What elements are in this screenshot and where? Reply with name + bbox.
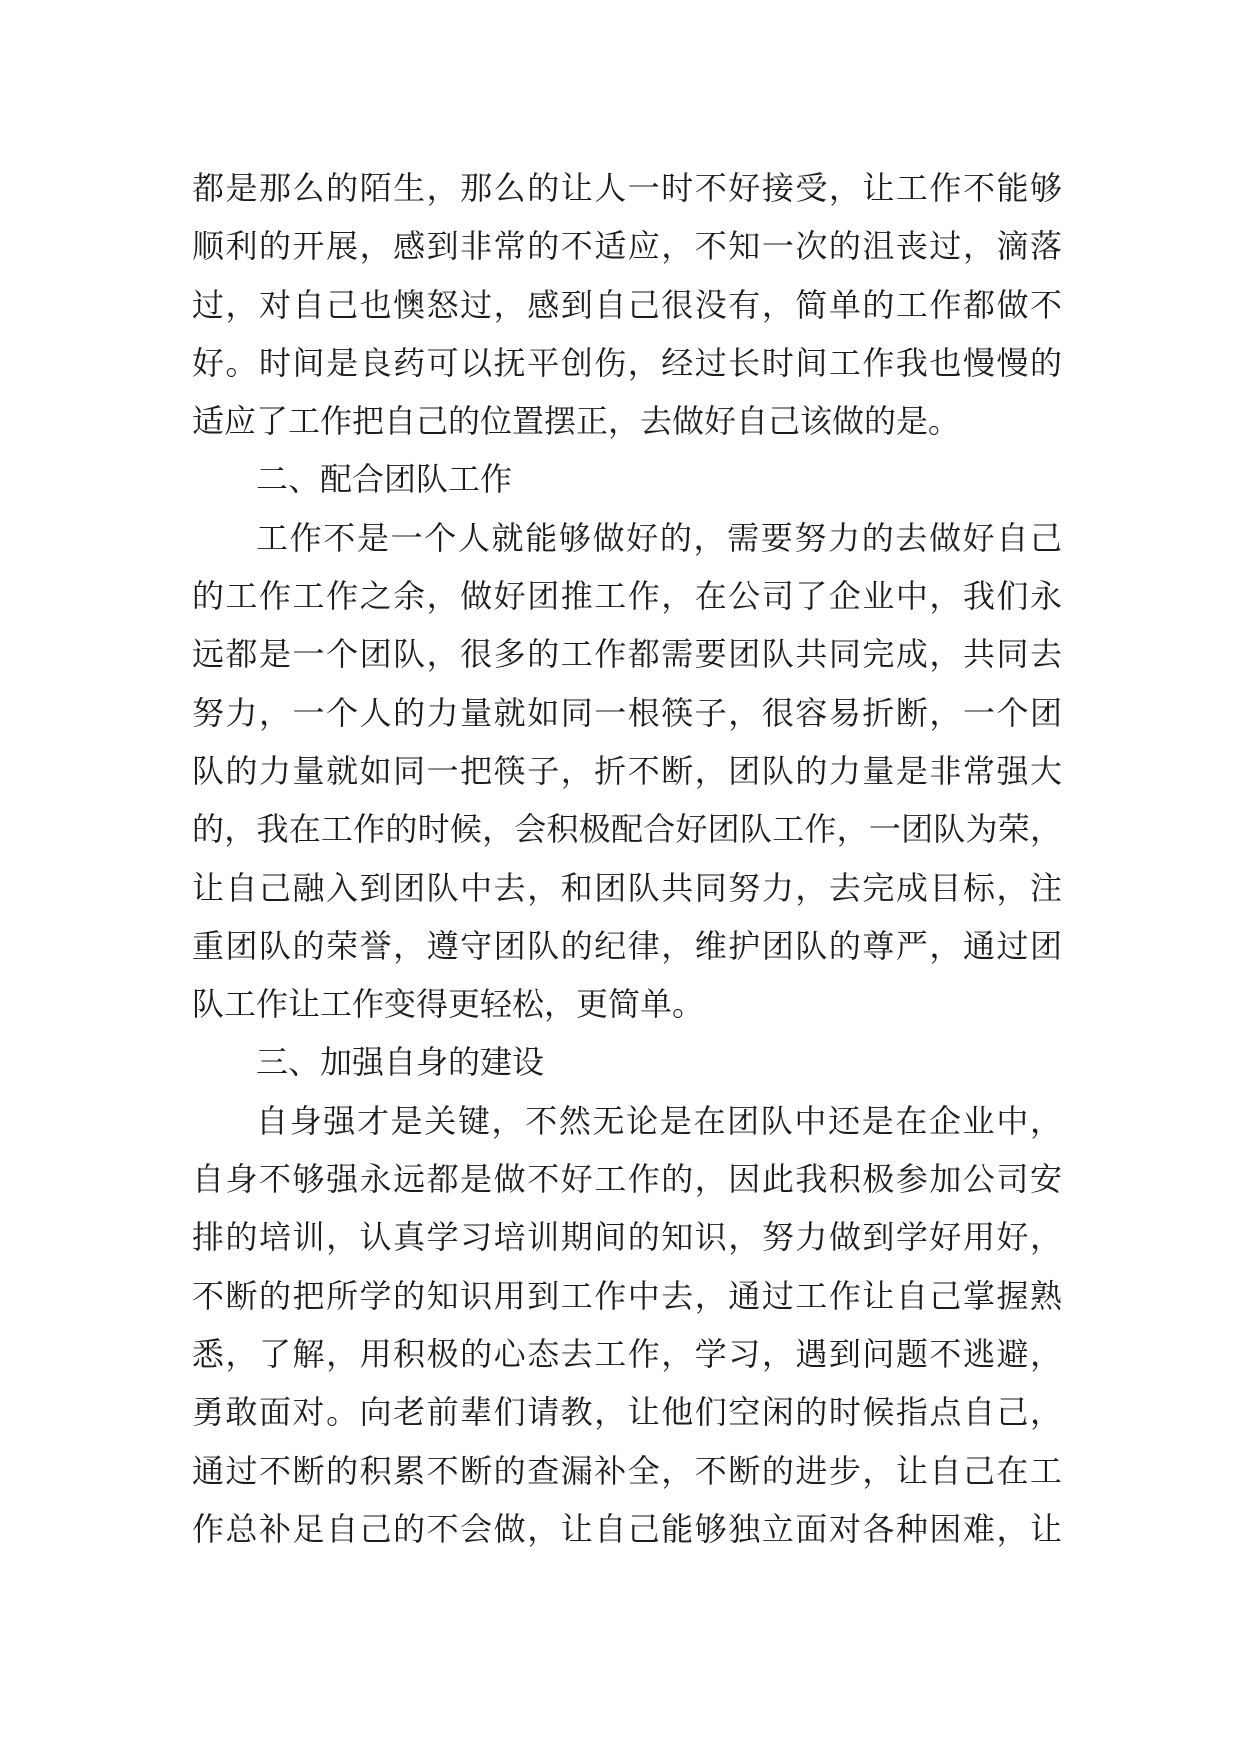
text-line: 远都是一个团队，很多的工作都需要团队共同完成，共同去 xyxy=(192,635,1062,674)
text-line: 好。时间是良药可以抚平创伤，经过长时间工作我也慢慢的 xyxy=(192,343,1062,382)
text-line: 不断的把所学的知识用到工作中去，通过工作让自己掌握熟 xyxy=(192,1276,1062,1315)
text-line: 队的力量就如同一把筷子，折不断，团队的力量是非常强大 xyxy=(192,751,1062,790)
text-line: 工作不是一个人就能够做好的，需要努力的去做好自己 xyxy=(256,518,1062,557)
text-line: 努力，一个人的力量就如同一根筷子，很容易折断，一个团 xyxy=(192,693,1062,732)
section-heading: 二、配合团队工作 xyxy=(256,460,513,499)
text-line: 适应了工作把自己的位置摆正，去做好自己该做的是。 xyxy=(192,402,961,441)
text-line: 的工作工作之余，做好团推工作，在公司了企业中，我们永 xyxy=(192,577,1062,616)
section-2-paragraph xyxy=(192,509,1062,1034)
text-line: 悉，了解，用积极的心态去工作，学习，遇到问题不逃避， xyxy=(192,1334,1062,1373)
body-text xyxy=(192,159,1062,1558)
continued-paragraph xyxy=(192,159,1062,450)
text-line: 队工作让工作变得更轻松，更简单。 xyxy=(192,985,705,1024)
text-line: 自身不够强永远都是做不好工作的，因此我积极参加公司安 xyxy=(192,1160,1062,1199)
text-line: 让自己融入到团队中去，和团队共同努力，去完成目标，注 xyxy=(192,868,1062,907)
text-line: 顺利的开展，感到非常的不适应，不知一次的沮丧过，滴落 xyxy=(192,227,1062,266)
text-line: 的，我在工作的时候，会积极配合好团队工作，一团队为荣， xyxy=(192,810,1062,849)
section-3-paragraph xyxy=(192,1092,1062,1558)
text-line: 自身强才是关键，不然无论是在团队中还是在企业中， xyxy=(256,1101,1062,1140)
text-line: 作总补足自己的不会做，让自己能够独立面对各种困难，让 xyxy=(192,1509,1062,1548)
text-line: 勇敢面对。向老前辈们请教，让他们空闲的时候指点自己， xyxy=(192,1393,1062,1432)
text-line: 重团队的荣誉，遵守团队的纪律，维护团队的尊严，通过团 xyxy=(192,926,1062,965)
section-heading: 三、加强自身的建设 xyxy=(256,1043,545,1082)
text-line: 过，对自己也懊怒过，感到自己很没有，简单的工作都做不 xyxy=(192,285,1062,324)
text-line: 通过不断的积累不断的查漏补全，不断的进步，让自己在工 xyxy=(192,1451,1062,1490)
text-line: 排的培训，认真学习培训期间的知识，努力做到学好用好， xyxy=(192,1218,1062,1257)
text-line: 都是那么的陌生，那么的让人一时不好接受，让工作不能够 xyxy=(192,169,1062,207)
